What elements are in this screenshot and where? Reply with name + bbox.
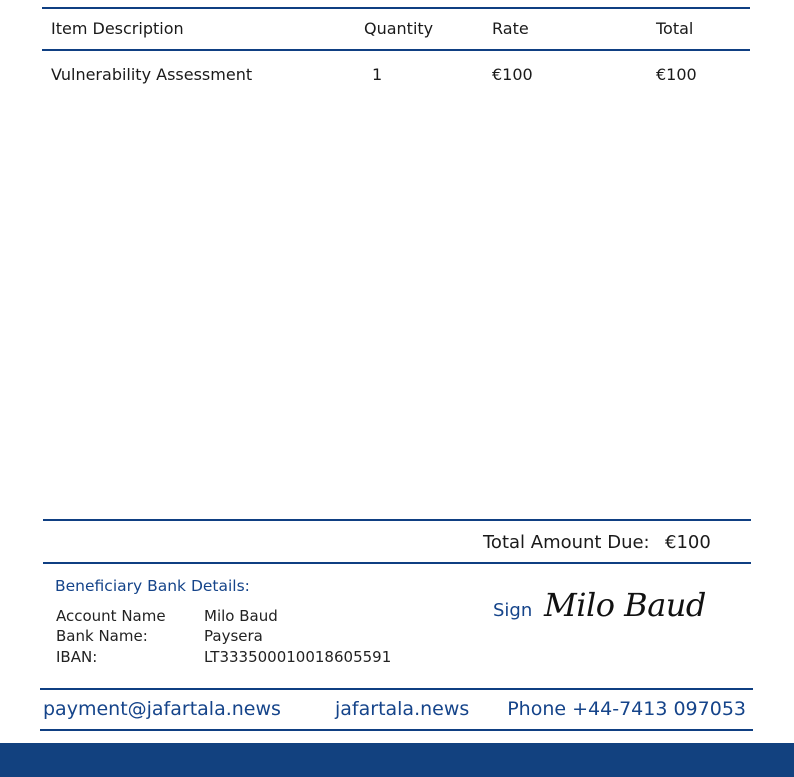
header-rate: Rate: [492, 19, 529, 38]
contact-bottom-rule: [40, 729, 753, 731]
contact-top-rule: [40, 688, 753, 690]
footer-bar: [0, 743, 794, 777]
table-header-rule: [42, 49, 750, 51]
account-name-label: Account Name: [56, 607, 166, 625]
header-quantity: Quantity: [364, 19, 434, 38]
summary-bottom-rule: [43, 562, 751, 564]
row-rate: €100: [492, 65, 533, 84]
contact-phone: Phone +44-7413 097053: [507, 698, 746, 720]
row-total: €100: [656, 65, 697, 84]
contact-website[interactable]: jafartala.news: [335, 698, 470, 720]
total-due-label: Total Amount Due:: [483, 532, 650, 553]
iban-label: IBAN:: [56, 648, 98, 666]
total-due-value: €100: [665, 532, 711, 553]
contact-email[interactable]: payment@jafartala.news: [43, 698, 281, 720]
header-item-description: Item Description: [51, 19, 184, 38]
signature: Milo Baud: [544, 586, 706, 624]
sign-label: Sign: [493, 600, 533, 621]
table-top-rule: [42, 7, 750, 9]
bank-name-value: Paysera: [204, 627, 263, 645]
header-total: Total: [656, 19, 694, 38]
bank-name-label: Bank Name:: [56, 627, 148, 645]
iban-value: LT333500010018605591: [204, 648, 392, 666]
row-description: Vulnerability Assessment: [51, 65, 253, 84]
row-quantity: 1: [372, 65, 383, 84]
bank-details-title: Beneficiary Bank Details:: [55, 577, 250, 595]
account-name-value: Milo Baud: [204, 607, 278, 625]
summary-top-rule: [43, 519, 751, 521]
